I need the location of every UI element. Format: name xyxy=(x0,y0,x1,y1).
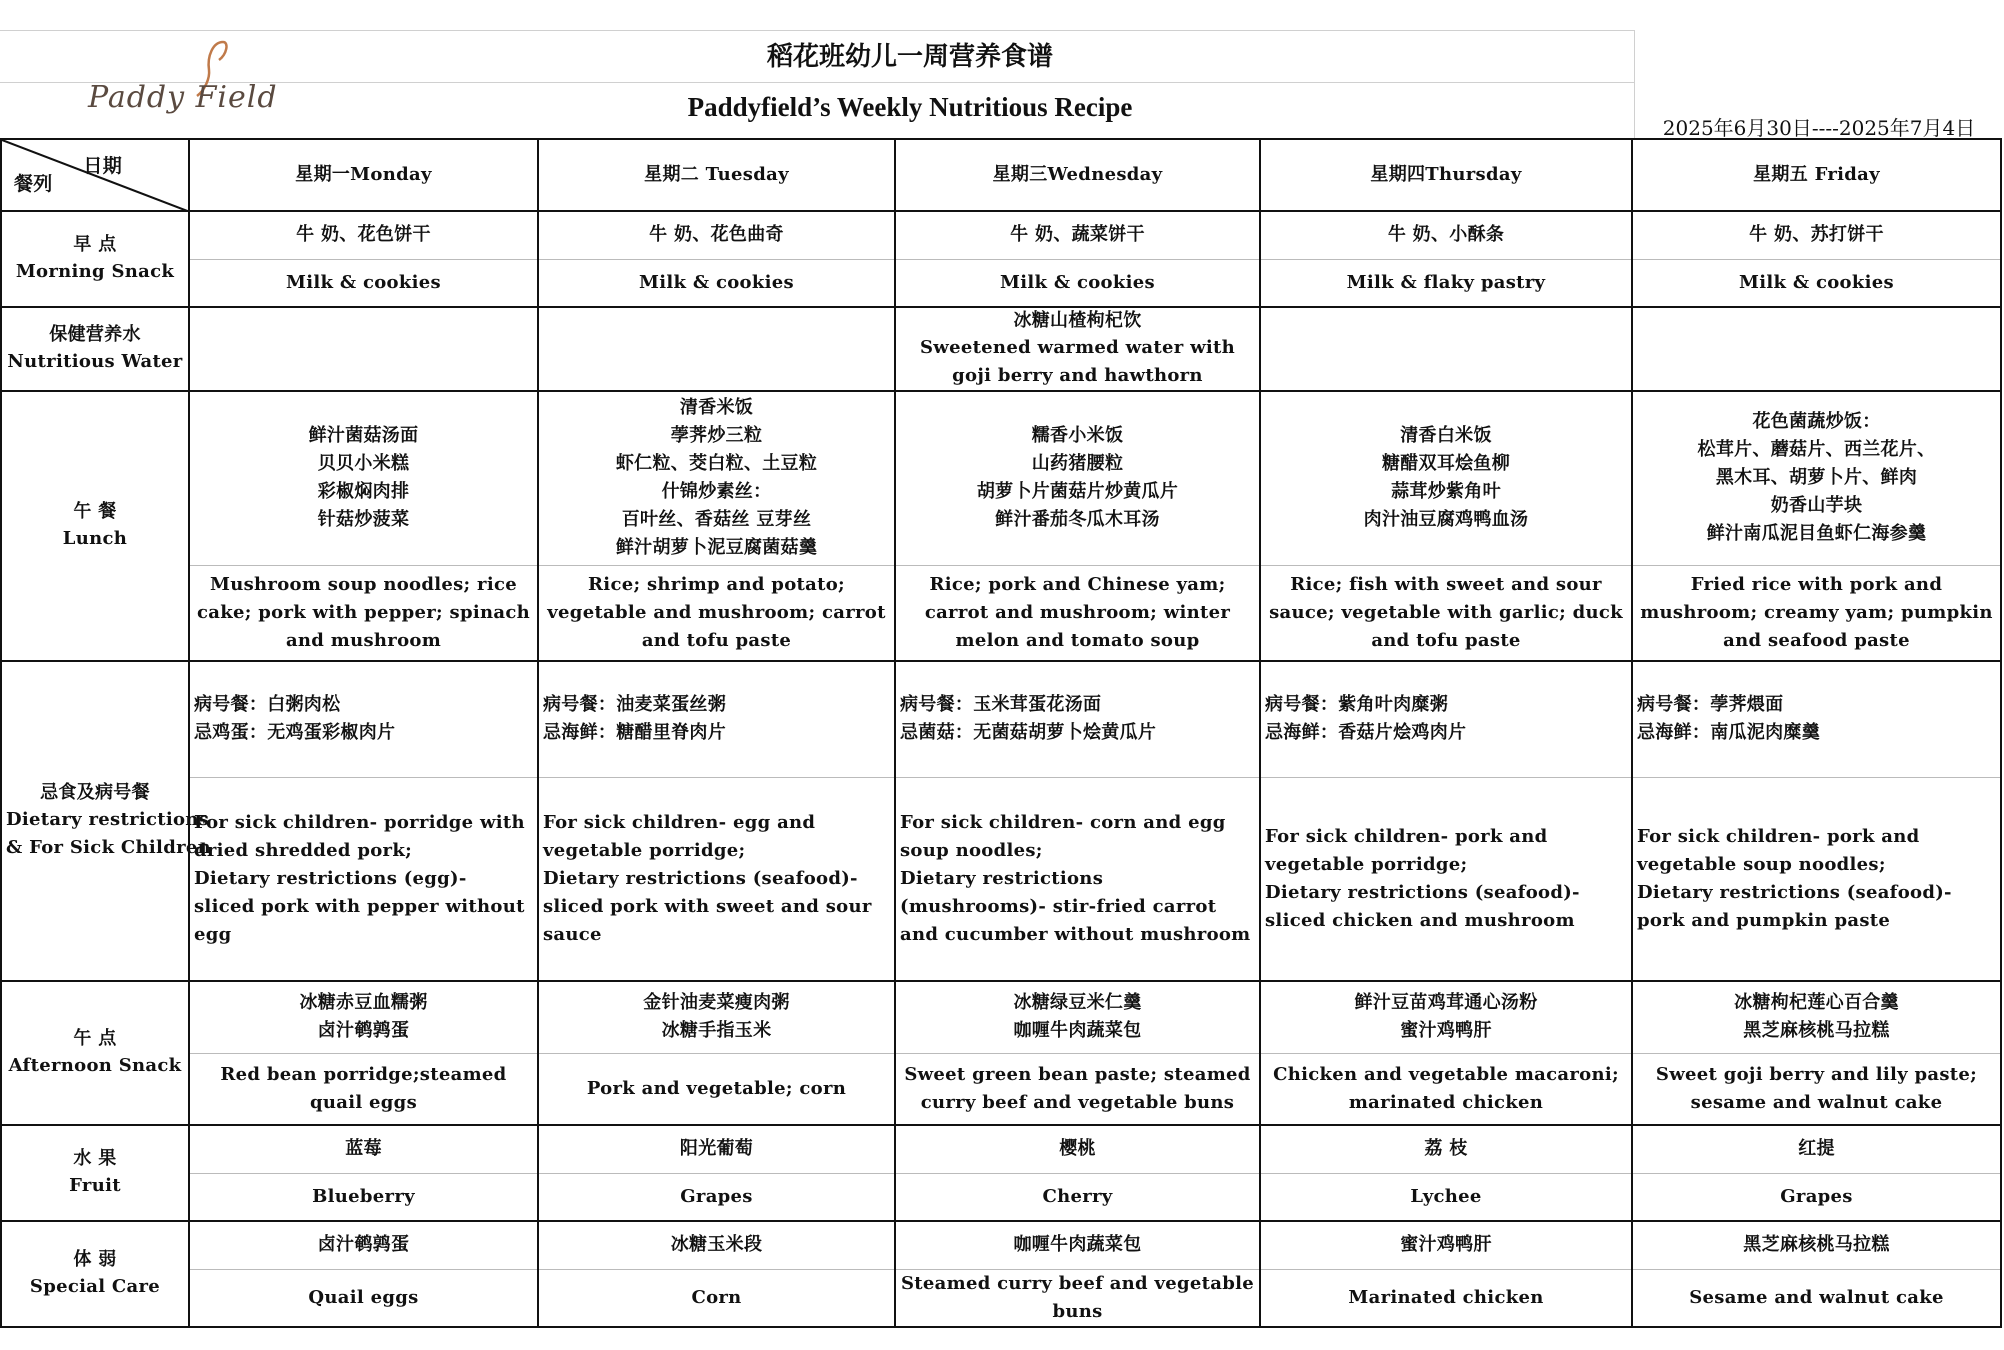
day-monday: 星期一Monday xyxy=(189,139,538,211)
fruit-cn: 阳光葡萄 xyxy=(538,1125,895,1173)
fruit-cn-row xyxy=(1,1125,2001,1173)
morning-snack-en: Milk & cookies xyxy=(189,259,538,307)
dietary-label: 忌食及病号餐 Dietary restrictions & For Sick Children xyxy=(1,661,189,981)
afternoon-cn-row xyxy=(1,981,2001,1053)
lunch-cn-wednesday: 糯香小米饭 山药猪腰粒 胡萝卜片菌菇片炒黄瓜片 鲜汁番茄冬瓜木耳汤 xyxy=(895,391,1260,565)
special-care-cn: 卤汁鹌鹑蛋 xyxy=(189,1221,538,1269)
special-care-en: Sesame and walnut cake xyxy=(1632,1269,2001,1327)
special-care-cn: 咖喱牛肉蔬菜包 xyxy=(895,1221,1260,1269)
afternoon-en-row xyxy=(1,1053,2001,1125)
nutritious-water-label: 保健营养水 Nutritious Water xyxy=(1,307,189,391)
lunch-en: Fried rice with pork and mushroom; creamy yam; pumpkin and seafood paste xyxy=(1632,565,2001,661)
morning-snack-cn-row xyxy=(1,211,2001,259)
dietary-en-row xyxy=(1,777,2001,981)
dietary-cn-friday: 病号餐：荸荠煨面 忌海鲜：南瓜泥肉糜羹 xyxy=(1632,661,2001,777)
morning-snack-cn: 牛 奶、苏打饼干 xyxy=(1632,211,2001,259)
fruit-en: Grapes xyxy=(538,1173,895,1221)
afternoon-snack-label: 午 点 Afternoon Snack xyxy=(1,981,189,1125)
corner-cell xyxy=(1,139,189,211)
fruit-en-row xyxy=(1,1173,2001,1221)
day-thursday: 星期四Thursday xyxy=(1260,139,1632,211)
fruit-en: Blueberry xyxy=(189,1173,538,1221)
fruit-cn: 樱桃 xyxy=(895,1125,1260,1173)
fruit-cn: 红提 xyxy=(1632,1125,2001,1173)
afternoon-cn-wednesday: 冰糖绿豆米仁羹 咖喱牛肉蔬菜包 xyxy=(895,981,1260,1053)
afternoon-en: Chicken and vegetable macaroni; marinated chicken xyxy=(1260,1053,1632,1125)
morning-snack-cn: 牛 奶、花色饼干 xyxy=(189,211,538,259)
afternoon-cn-friday: 冰糖枸杞莲心百合羹 黑芝麻核桃马拉糕 xyxy=(1632,981,2001,1053)
dietary-cn-thursday: 病号餐：紫角叶肉糜粥 忌海鲜：香菇片烩鸡肉片 xyxy=(1260,661,1632,777)
afternoon-cn-tuesday: 金针油麦菜瘦肉粥 冰糖手指玉米 xyxy=(538,981,895,1053)
morning-snack-label: 早 点 Morning Snack xyxy=(1,211,189,307)
fruit-en: Grapes xyxy=(1632,1173,2001,1221)
special-care-cn: 黑芝麻核桃马拉糕 xyxy=(1632,1221,2001,1269)
page-title-en: Paddyfield’s Weekly Nutritious Recipe xyxy=(687,92,1133,122)
lunch-en: Rice; fish with sweet and sour sauce; vegetable with garlic; duck and tofu paste xyxy=(1260,565,1632,661)
fruit-cn: 荔 枝 xyxy=(1260,1125,1632,1173)
day-wednesday: 星期三Wednesday xyxy=(895,139,1260,211)
lunch-en: Rice; shrimp and potato; vegetable and mushroom; carrot and tofu paste xyxy=(538,565,895,661)
morning-snack-en: Milk & cookies xyxy=(1632,259,2001,307)
fruit-en: Lychee xyxy=(1260,1173,1632,1221)
afternoon-cn-thursday: 鲜汁豆苗鸡茸通心汤粉 蜜汁鸡鸭肝 xyxy=(1260,981,1632,1053)
lunch-cn-row xyxy=(1,391,2001,565)
special-care-cn: 蜜汁鸡鸭肝 xyxy=(1260,1221,1632,1269)
day-tuesday: 星期二 Tuesday xyxy=(538,139,895,211)
lunch-en: Rice; pork and Chinese yam; carrot and mushroom; winter melon and tomato soup xyxy=(895,565,1260,661)
logo-text: Paddy Field xyxy=(88,80,278,115)
lunch-en: Mushroom soup noodles; rice cake; pork with pepper; spinach and mushroom xyxy=(189,565,538,661)
date-range: 2025年6月30日----2025年7月4日 xyxy=(1662,116,1976,140)
afternoon-en: Sweet goji berry and lily paste; sesame and walnut cake xyxy=(1632,1053,2001,1125)
afternoon-cn-monday: 冰糖赤豆血糯粥 卤汁鹌鹑蛋 xyxy=(189,981,538,1053)
dietary-cn-monday: 病号餐：白粥肉松 忌鸡蛋：无鸡蛋彩椒肉片 xyxy=(189,661,538,777)
corner-date-label: 日期 xyxy=(83,155,122,177)
nutritious-water-thursday xyxy=(1260,307,1632,391)
lunch-cn-thursday: 清香白米饭 糖醋双耳烩鱼柳 蒜茸炒紫角叶 肉汁油豆腐鸡鸭血汤 xyxy=(1260,391,1632,565)
special-care-en: Corn xyxy=(538,1269,895,1327)
afternoon-en: Pork and vegetable; corn xyxy=(538,1053,895,1125)
fruit-en: Cherry xyxy=(895,1173,1260,1221)
special-care-cn-row xyxy=(1,1221,2001,1269)
morning-snack-en: Milk & cookies xyxy=(538,259,895,307)
lunch-en-row xyxy=(1,565,2001,661)
dietary-en-wednesday: For sick children- corn and egg soup noodles; Dietary restrictions (mushrooms)- stir-fried carrot and cucumber without mushroom xyxy=(895,777,1260,981)
afternoon-en: Red bean porridge;steamed quail eggs xyxy=(189,1053,538,1125)
corner-meal-label: 餐列 xyxy=(14,173,53,195)
morning-snack-en: Milk & cookies xyxy=(895,259,1260,307)
nutritious-water-tuesday xyxy=(538,307,895,391)
dietary-en-friday: For sick children- pork and vegetable soup noodles; Dietary restrictions (seafood)- pork and pumpkin paste xyxy=(1632,777,2001,981)
lunch-label: 午 餐 Lunch xyxy=(1,391,189,661)
fruit-label: 水 果 Fruit xyxy=(1,1125,189,1221)
lunch-cn-monday: 鲜汁菌菇汤面 贝贝小米糕 彩椒焖肉排 针菇炒菠菜 xyxy=(189,391,538,565)
special-care-en: Marinated chicken xyxy=(1260,1269,1632,1327)
nutritious-water-monday xyxy=(189,307,538,391)
dietary-en-tuesday: For sick children- egg and vegetable porridge; Dietary restrictions (seafood)- sliced pork with sweet and sour sauce xyxy=(538,777,895,981)
morning-snack-cn: 牛 奶、小酥条 xyxy=(1260,211,1632,259)
morning-snack-en: Milk & flaky pastry xyxy=(1260,259,1632,307)
day-header-row xyxy=(1,139,2001,211)
special-care-en-row xyxy=(1,1269,2001,1327)
special-care-cn: 冰糖玉米段 xyxy=(538,1221,895,1269)
dietary-cn-wednesday: 病号餐：玉米茸蛋花汤面 忌菌菇：无菌菇胡萝卜烩黄瓜片 xyxy=(895,661,1260,777)
morning-snack-en-row xyxy=(1,259,2001,307)
special-care-label: 体 弱 Special Care xyxy=(1,1221,189,1327)
morning-snack-cn: 牛 奶、花色曲奇 xyxy=(538,211,895,259)
morning-snack-cn: 牛 奶、蔬菜饼干 xyxy=(895,211,1260,259)
dietary-cn-tuesday: 病号餐：油麦菜蛋丝粥 忌海鲜：糖醋里脊肉片 xyxy=(538,661,895,777)
menu-table xyxy=(0,138,2002,1328)
nutritious-water-row xyxy=(1,307,2001,391)
lunch-cn-tuesday: 清香米饭 荸荠炒三粒 虾仁粒、茭白粒、土豆粒 什锦炒素丝： 百叶丝、香菇丝 豆芽丝 鲜汁胡萝卜泥豆腐菌菇羹 xyxy=(538,391,895,565)
page-title-cn: 稻花班幼儿一周营养食谱 xyxy=(766,42,1053,72)
special-care-en: Steamed curry beef and vegetable buns xyxy=(895,1269,1260,1327)
dietary-en-thursday: For sick children- pork and vegetable porridge; Dietary restrictions (seafood)- sliced chicken and mushroom xyxy=(1260,777,1632,981)
header-top-rule xyxy=(0,30,1634,31)
afternoon-en: Sweet green bean paste; steamed curry beef and vegetable buns xyxy=(895,1053,1260,1125)
nutritious-water-friday xyxy=(1632,307,2001,391)
lunch-cn-friday: 花色菌蔬炒饭： 松茸片、蘑菇片、西兰花片、 黑木耳、胡萝卜片、鲜肉 奶香山芋块 鲜汁南瓜泥目鱼虾仁海参羹 xyxy=(1632,391,2001,565)
dietary-en-monday: For sick children- porridge with dried shredded pork; Dietary restrictions (egg)- sliced pork with pepper without egg xyxy=(189,777,538,981)
fruit-cn: 蓝莓 xyxy=(189,1125,538,1173)
dietary-cn-row xyxy=(1,661,2001,777)
special-care-en: Quail eggs xyxy=(189,1269,538,1327)
nutritious-water-wednesday: 冰糖山楂枸杞饮 Sweetened warmed water with goji berry and hawthorn xyxy=(895,307,1260,391)
day-friday: 星期五 Friday xyxy=(1632,139,2001,211)
